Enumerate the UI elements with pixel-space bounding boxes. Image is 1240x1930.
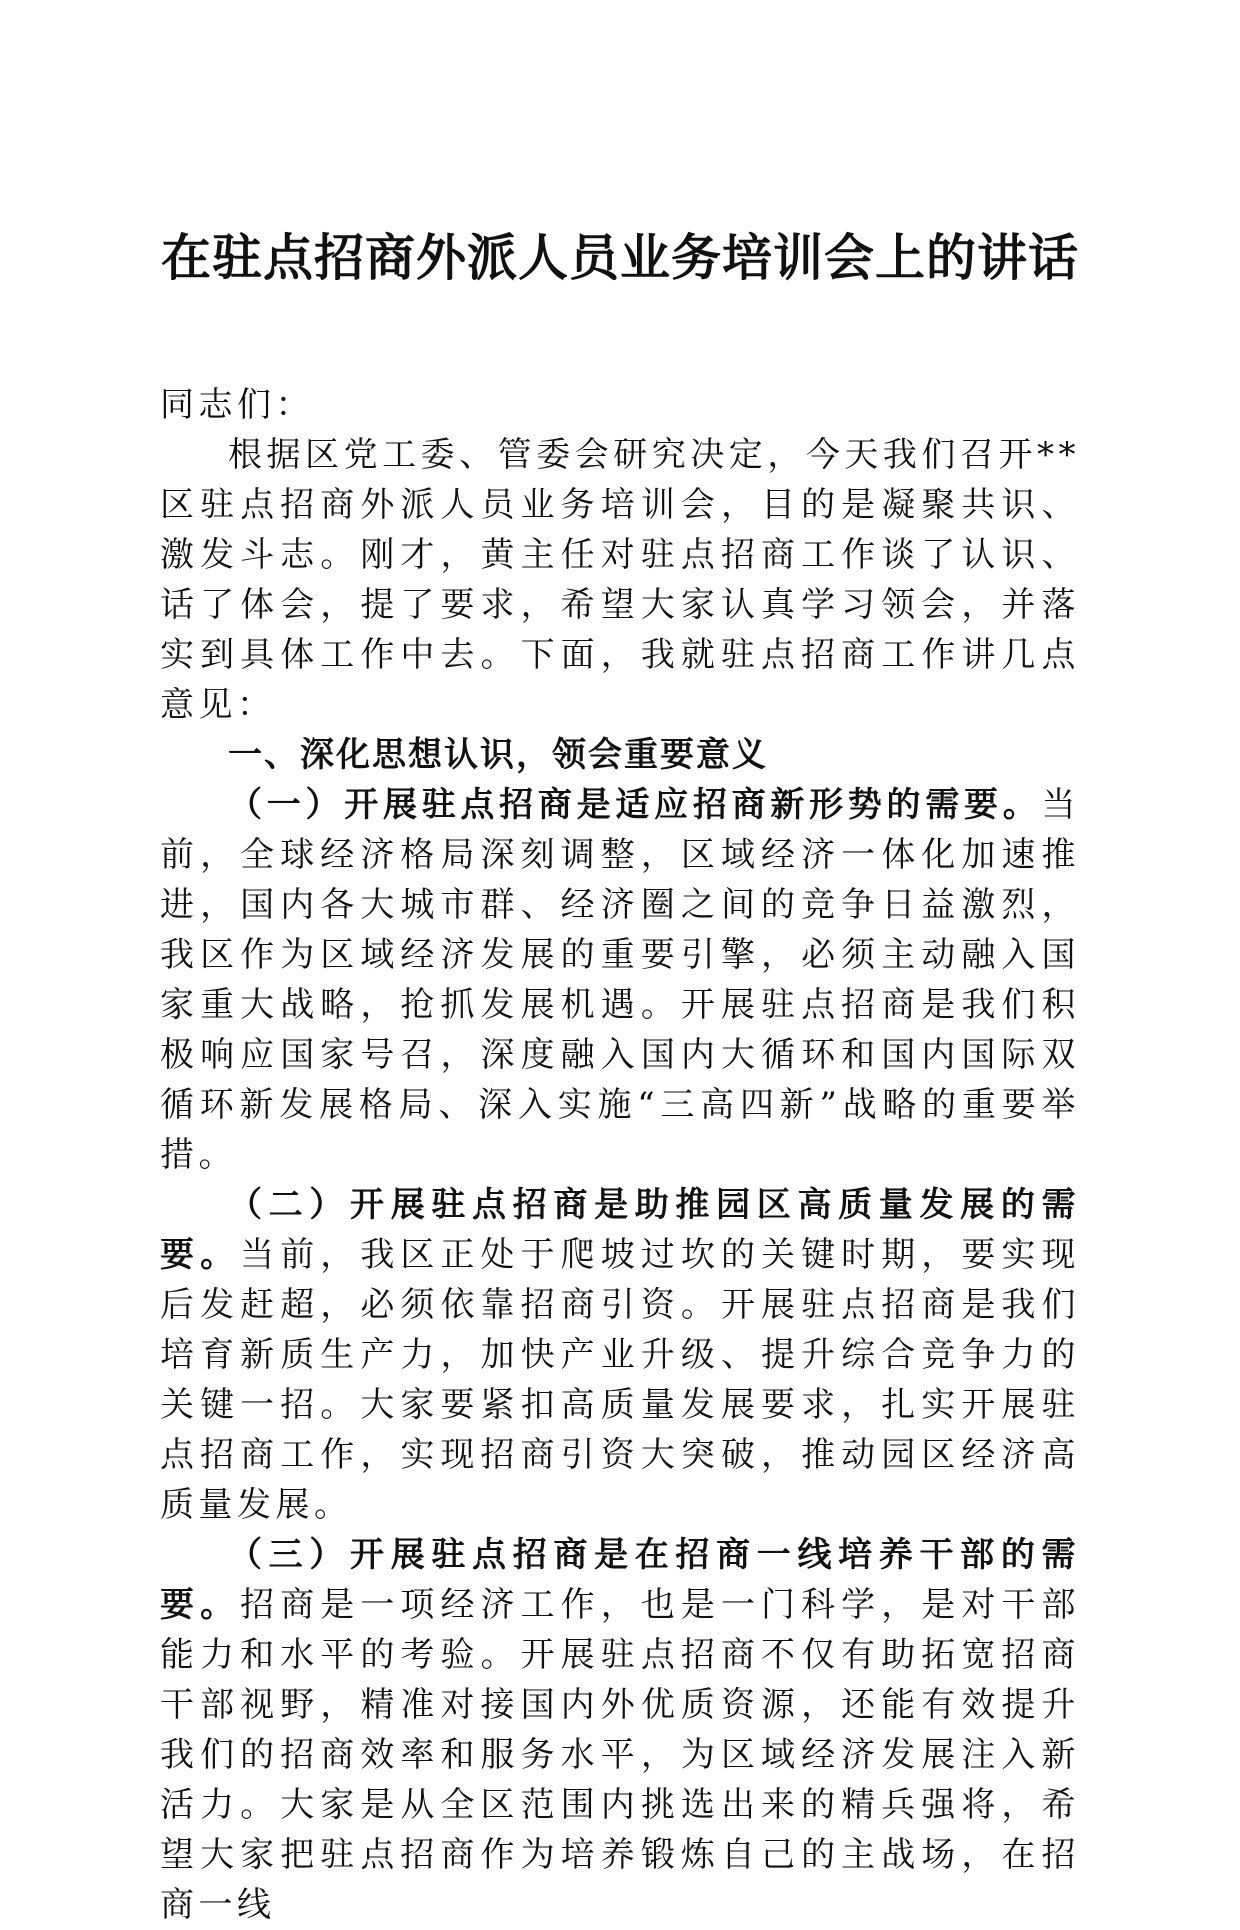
salutation: 同志们： [160,385,314,425]
paragraph-item-1 [160,780,1080,1180]
item-2-text: 当前，我区正处于爬坡过坎的关键时期，要实现后发赶超，必须依靠招商引资。开展驻点招商是我们培育新质生产力，加快产业升级、提升综合竞争力的关键一招。大家要紧扣高质量发展要求，扎实开展驻点招商工作，实现招商引资大突破，推动园区经济高质量发展。 [160,1235,1081,1525]
paragraph-item-3 [160,1530,1080,1930]
paragraph-item-2 [160,1180,1080,1530]
item-3-text: 招商是一项经济工作，也是一门科学，是对干部能力和水平的考验。开展驻点招商不仅有助拓宽招商干部视野，精准对接国内外优质资源，还能有效提升我们的招商效率和服务水平，为区域经济发展注入新活力。大家是从全区范围内挑选出来的精兵强将，希望大家把驻点招商作为培养锻炼自己的主战场，在招商一线 [160,1585,1081,1925]
item-1-lead: （一）开展驻点招商是适应招商新形势的需要。 [228,785,1042,825]
intro-paragraph: 根据区党工委、管委会研究决定，今天我们召开**区驻点招商外派人员业务培训会，目的是凝聚共识、激发斗志。刚才，黄主任对驻点招商工作谈了认识、话了体会，提了要求，希望大家认真学习领会，并落实到具体工作中去。下面，我就驻点招商工作讲几点意见： [160,435,1080,725]
item-1-text: 当前，全球经济格局深刻调整，区域经济一体化加速推进，国内各大城市群、经济圈之间的竞争日益激烈，我区作为区域经济发展的重要引擎，必须主动融入国家重大战略，抢抓发展机遇。开展驻点招商是我们积极响应国家号召，深度融入国内大循环和国内国际双循环新发展格局、深入实施“三高四新”战略的重要举措。 [160,785,1080,1175]
document-body [160,380,1080,1930]
document-title: 在驻点招商外派人员业务培训会上的讲话 [161,228,1079,287]
item-2-lead: （二）开展驻点招商是助推园区高质量发展的需要。 [160,1185,1080,1275]
section-heading: 一、深化思想认识，领会重要意义 [228,735,768,775]
item-3-lead: （三）开展驻点招商是在招商一线培养干部的需要。 [160,1535,1080,1625]
